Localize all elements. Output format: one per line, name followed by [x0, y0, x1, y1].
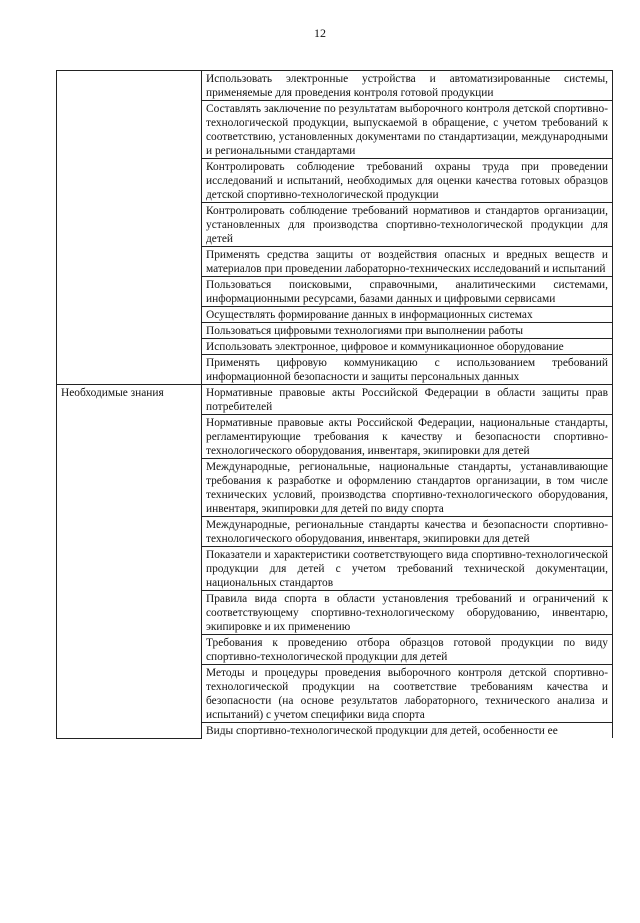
- knowledge-item: Нормативные правовые акты Российской Федерации в области защиты прав потребителей: [202, 385, 613, 415]
- knowledge-item: Методы и процедуры проведения выборочного контроля детской спортивно-технологической продукции на соответствие требованиям качества и безопасности (на основе результатов лабораторного, технического анализа и испытаний) с учетом специфики вида спорта: [202, 665, 613, 723]
- knowledge-item: Виды спортивно-технологической продукции для детей, особенности ее: [202, 723, 613, 739]
- skill-item: Контролировать соблюдение требований охраны труда при проведении исследований и испытаний, необходимых для оценки качества готовых образцов детской спортивно-технологической продукции: [202, 159, 613, 203]
- skill-item: Осуществлять формирование данных в информационных системах: [202, 307, 613, 323]
- knowledge-item: Международные, региональные стандарты качества и безопасности спортивно-технологического оборудования, инвентаря, экипировки для детей: [202, 517, 613, 547]
- skill-item: Применять средства защиты от воздействия опасных и вредных веществ и материалов при проведении лабораторно-технических исследований и испытаний: [202, 247, 613, 277]
- skill-item: Пользоваться поисковыми, справочными, аналитическими системами, информационными ресурсами, базами данных и цифровыми сервисами: [202, 277, 613, 307]
- knowledge-item: Нормативные правовые акты Российской Федерации, национальные стандарты, регламентирующие требования к качеству и безопасности спортивно-технологического оборудования, инвентаря, экипировки для детей: [202, 415, 613, 459]
- table-row: [57, 385, 613, 415]
- knowledge-item: Показатели и характеристики соответствующего вида спортивно-технологической продукции для детей с учетом требований технической документации, национальных стандартов: [202, 547, 613, 591]
- skill-item: Контролировать соблюдение требований нормативов и стандартов организации, установленных для производства спортивно-технологической продукции для детей: [202, 203, 613, 247]
- skill-item: Составлять заключение по результатам выборочного контроля детской спортивно-технологической продукции, выпускаемой в обращение, с учетом требований к соответствию, установленных документами по стандартизации, международными и региональными стандартами: [202, 101, 613, 159]
- knowledge-label: Необходимые знания: [57, 385, 202, 739]
- table-row: [57, 71, 613, 101]
- skill-item: Использовать электронные устройства и автоматизированные системы, применяемые для проведения контроля готовой продукции: [202, 71, 613, 101]
- knowledge-item: Требования к проведению отбора образцов готовой продукции по виду спортивно-технологической продукции для детей: [202, 635, 613, 665]
- knowledge-item: Правила вида спорта в области установления требований и ограничений к соответствующему спортивно-технологическому оборудованию, инвентарю, экипировке и их применению: [202, 591, 613, 635]
- skill-item: Использовать электронное, цифровое и коммуникационное оборудование: [202, 339, 613, 355]
- knowledge-item: Международные, региональные, национальные стандарты, устанавливающие требования к разработке и оформлению стандартов организации, в том числе технических условий, производства спортивно-технологического оборудования, инвентаря, экипировки для детей по виду спорта: [202, 459, 613, 517]
- skills-label-cell: [57, 71, 202, 385]
- skill-item: Пользоваться цифровыми технологиями при выполнении работы: [202, 323, 613, 339]
- requirements-table: [56, 70, 613, 739]
- skill-item: Применять цифровую коммуникацию с использованием требований информационной безопасности и защиты персональных данных: [202, 355, 613, 385]
- page-number: 12: [314, 26, 326, 40]
